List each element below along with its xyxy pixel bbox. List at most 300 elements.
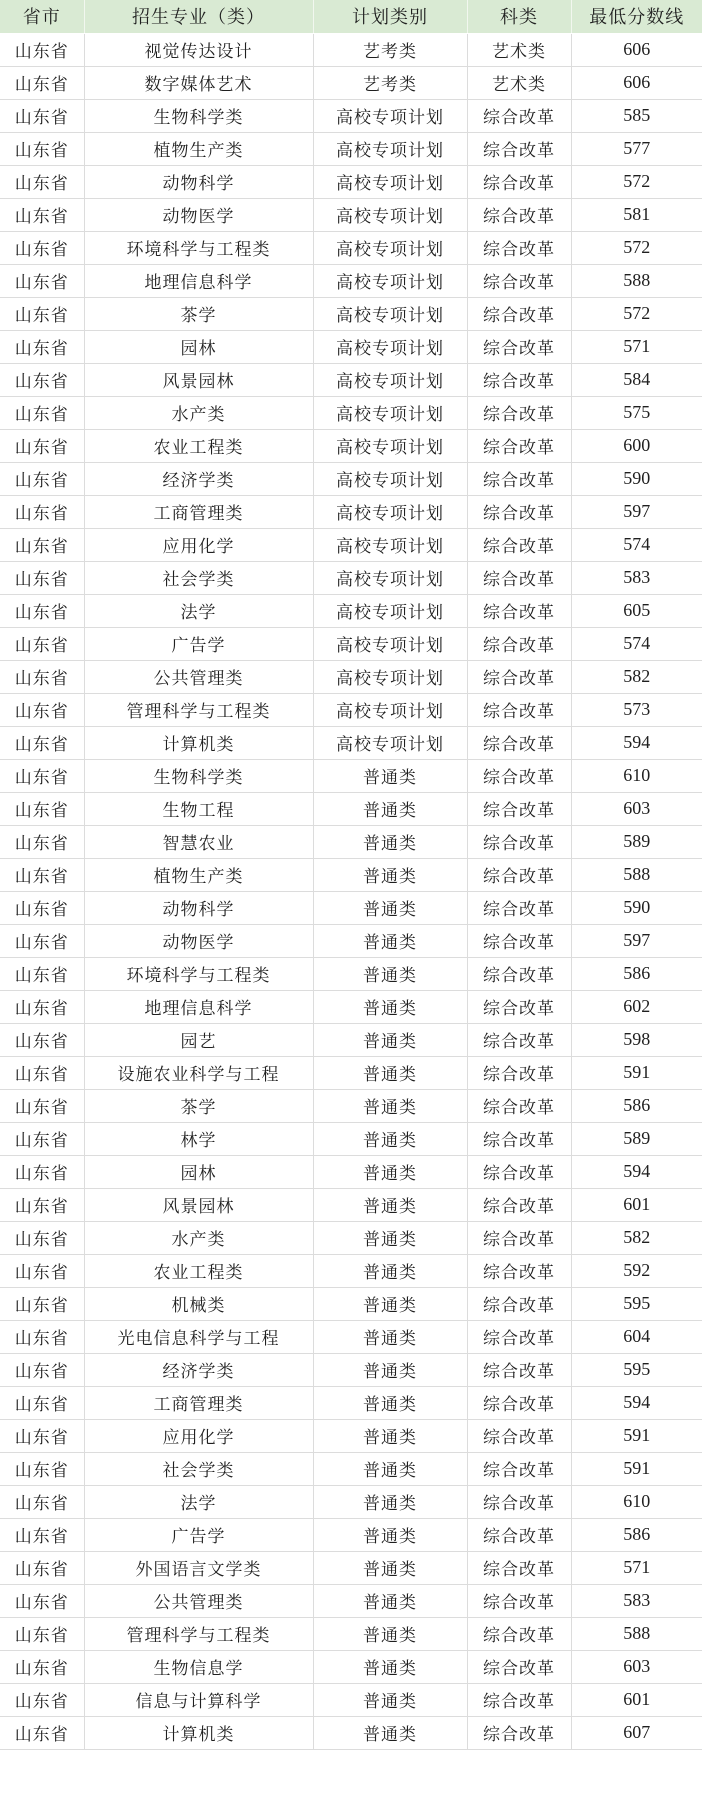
cell-subject-type: 综合改革	[467, 561, 571, 594]
cell-plan-type: 普通类	[313, 1023, 467, 1056]
cell-major: 公共管理类	[84, 1584, 313, 1617]
table-row	[0, 957, 702, 990]
cell-plan-type: 高校专项计划	[313, 429, 467, 462]
cell-major: 公共管理类	[84, 660, 313, 693]
cell-major: 数字媒体艺术	[84, 66, 313, 99]
table-row	[0, 99, 702, 132]
table-row	[0, 825, 702, 858]
cell-major: 生物科学类	[84, 759, 313, 792]
cell-province: 山东省	[0, 297, 84, 330]
cell-province: 山东省	[0, 594, 84, 627]
cell-min-score: 575	[571, 396, 702, 429]
cell-min-score: 592	[571, 1254, 702, 1287]
cell-subject-type: 综合改革	[467, 330, 571, 363]
cell-min-score: 584	[571, 363, 702, 396]
cell-major: 动物医学	[84, 198, 313, 231]
cell-province: 山东省	[0, 1650, 84, 1683]
cell-subject-type: 综合改革	[467, 1188, 571, 1221]
cell-min-score: 605	[571, 594, 702, 627]
cell-province: 山东省	[0, 528, 84, 561]
cell-plan-type: 高校专项计划	[313, 363, 467, 396]
cell-subject-type: 综合改革	[467, 660, 571, 693]
cell-subject-type: 综合改革	[467, 1089, 571, 1122]
cell-min-score: 606	[571, 66, 702, 99]
cell-plan-type: 高校专项计划	[313, 627, 467, 660]
cell-min-score: 586	[571, 1518, 702, 1551]
cell-major: 动物科学	[84, 165, 313, 198]
cell-plan-type: 普通类	[313, 1320, 467, 1353]
cell-subject-type: 综合改革	[467, 1485, 571, 1518]
cell-province: 山东省	[0, 693, 84, 726]
cell-major: 智慧农业	[84, 825, 313, 858]
cell-major: 视觉传达设计	[84, 33, 313, 66]
cell-major: 园林	[84, 330, 313, 363]
cell-subject-type: 综合改革	[467, 1419, 571, 1452]
cell-plan-type: 普通类	[313, 1617, 467, 1650]
cell-major: 机械类	[84, 1287, 313, 1320]
cell-subject-type: 综合改革	[467, 759, 571, 792]
cell-major: 农业工程类	[84, 429, 313, 462]
table-row	[0, 495, 702, 528]
cell-subject-type: 综合改革	[467, 1683, 571, 1716]
cell-province: 山东省	[0, 198, 84, 231]
cell-province: 山东省	[0, 627, 84, 660]
table-row	[0, 1683, 702, 1716]
cell-major: 植物生产类	[84, 132, 313, 165]
cell-major: 风景园林	[84, 1188, 313, 1221]
cell-plan-type: 普通类	[313, 1089, 467, 1122]
cell-min-score: 577	[571, 132, 702, 165]
cell-subject-type: 综合改革	[467, 726, 571, 759]
cell-major: 设施农业科学与工程	[84, 1056, 313, 1089]
table-row	[0, 1254, 702, 1287]
cell-province: 山东省	[0, 990, 84, 1023]
cell-subject-type: 综合改革	[467, 891, 571, 924]
cell-subject-type: 综合改革	[467, 627, 571, 660]
cell-subject-type: 综合改革	[467, 1518, 571, 1551]
cell-min-score: 603	[571, 792, 702, 825]
cell-min-score: 589	[571, 825, 702, 858]
cell-subject-type: 综合改革	[467, 1716, 571, 1749]
cell-min-score: 590	[571, 462, 702, 495]
cell-province: 山东省	[0, 858, 84, 891]
cell-province: 山东省	[0, 1023, 84, 1056]
cell-subject-type: 综合改革	[467, 198, 571, 231]
cell-subject-type: 综合改革	[467, 1452, 571, 1485]
table-row	[0, 726, 702, 759]
col-header-min-score: 最低分数线	[571, 0, 702, 33]
cell-province: 山东省	[0, 1254, 84, 1287]
cell-min-score: 606	[571, 33, 702, 66]
cell-min-score: 610	[571, 1485, 702, 1518]
cell-subject-type: 综合改革	[467, 1551, 571, 1584]
cell-plan-type: 普通类	[313, 792, 467, 825]
cell-min-score: 573	[571, 693, 702, 726]
table-row	[0, 1584, 702, 1617]
cell-province: 山东省	[0, 924, 84, 957]
cell-major: 动物医学	[84, 924, 313, 957]
cell-province: 山东省	[0, 264, 84, 297]
cell-major: 社会学类	[84, 1452, 313, 1485]
cell-province: 山东省	[0, 957, 84, 990]
table-row	[0, 165, 702, 198]
cell-plan-type: 普通类	[313, 1386, 467, 1419]
table-row	[0, 1716, 702, 1749]
cell-province: 山东省	[0, 132, 84, 165]
cell-province: 山东省	[0, 495, 84, 528]
cell-plan-type: 普通类	[313, 1188, 467, 1221]
cell-min-score: 571	[571, 330, 702, 363]
cell-plan-type: 普通类	[313, 1518, 467, 1551]
cell-subject-type: 综合改革	[467, 297, 571, 330]
cell-min-score: 607	[571, 1716, 702, 1749]
cell-plan-type: 普通类	[313, 957, 467, 990]
cell-plan-type: 高校专项计划	[313, 297, 467, 330]
table-row	[0, 660, 702, 693]
cell-plan-type: 普通类	[313, 759, 467, 792]
cell-min-score: 595	[571, 1287, 702, 1320]
table-row	[0, 858, 702, 891]
cell-min-score: 597	[571, 495, 702, 528]
cell-major: 地理信息科学	[84, 264, 313, 297]
cell-min-score: 602	[571, 990, 702, 1023]
cell-plan-type: 普通类	[313, 1584, 467, 1617]
cell-province: 山东省	[0, 330, 84, 363]
cell-min-score: 598	[571, 1023, 702, 1056]
cell-province: 山东省	[0, 1485, 84, 1518]
cell-min-score: 586	[571, 1089, 702, 1122]
table-row	[0, 462, 702, 495]
cell-major: 水产类	[84, 1221, 313, 1254]
cell-province: 山东省	[0, 1551, 84, 1584]
cell-plan-type: 高校专项计划	[313, 726, 467, 759]
cell-subject-type: 综合改革	[467, 957, 571, 990]
cell-subject-type: 综合改革	[467, 858, 571, 891]
cell-province: 山东省	[0, 231, 84, 264]
cell-major: 管理科学与工程类	[84, 1617, 313, 1650]
cell-min-score: 583	[571, 561, 702, 594]
cell-plan-type: 普通类	[313, 1551, 467, 1584]
cell-plan-type: 普通类	[313, 990, 467, 1023]
cell-province: 山东省	[0, 1518, 84, 1551]
cell-province: 山东省	[0, 1221, 84, 1254]
cell-plan-type: 普通类	[313, 825, 467, 858]
cell-plan-type: 普通类	[313, 1056, 467, 1089]
cell-plan-type: 高校专项计划	[313, 330, 467, 363]
table-row	[0, 1287, 702, 1320]
cell-plan-type: 普通类	[313, 858, 467, 891]
cell-min-score: 610	[571, 759, 702, 792]
cell-subject-type: 综合改革	[467, 528, 571, 561]
table-row	[0, 891, 702, 924]
table-row	[0, 1056, 702, 1089]
col-header-province: 省市	[0, 0, 84, 33]
cell-min-score: 601	[571, 1683, 702, 1716]
cell-province: 山东省	[0, 396, 84, 429]
cell-plan-type: 高校专项计划	[313, 99, 467, 132]
cell-province: 山东省	[0, 1188, 84, 1221]
cell-plan-type: 普通类	[313, 1155, 467, 1188]
cell-province: 山东省	[0, 66, 84, 99]
cell-province: 山东省	[0, 1122, 84, 1155]
table-row	[0, 1089, 702, 1122]
cell-major: 风景园林	[84, 363, 313, 396]
cell-min-score: 594	[571, 726, 702, 759]
table-row	[0, 1452, 702, 1485]
cell-subject-type: 综合改革	[467, 1287, 571, 1320]
cell-subject-type: 综合改革	[467, 1353, 571, 1386]
cell-province: 山东省	[0, 792, 84, 825]
cell-major: 管理科学与工程类	[84, 693, 313, 726]
cell-min-score: 591	[571, 1452, 702, 1485]
cell-major: 光电信息科学与工程	[84, 1320, 313, 1353]
cell-plan-type: 普通类	[313, 1716, 467, 1749]
cell-min-score: 571	[571, 1551, 702, 1584]
cell-min-score: 586	[571, 957, 702, 990]
cell-plan-type: 高校专项计划	[313, 396, 467, 429]
cell-major: 茶学	[84, 1089, 313, 1122]
cell-min-score: 588	[571, 858, 702, 891]
table-row	[0, 297, 702, 330]
table-row	[0, 1320, 702, 1353]
cell-subject-type: 综合改革	[467, 132, 571, 165]
cell-major: 应用化学	[84, 528, 313, 561]
table-row	[0, 792, 702, 825]
cell-major: 地理信息科学	[84, 990, 313, 1023]
cell-major: 茶学	[84, 297, 313, 330]
table-row	[0, 1650, 702, 1683]
cell-plan-type: 普通类	[313, 1353, 467, 1386]
cell-province: 山东省	[0, 1683, 84, 1716]
cell-subject-type: 综合改革	[467, 1584, 571, 1617]
table-row	[0, 1221, 702, 1254]
cell-plan-type: 高校专项计划	[313, 198, 467, 231]
cell-major: 法学	[84, 594, 313, 627]
cell-major: 信息与计算科学	[84, 1683, 313, 1716]
cell-province: 山东省	[0, 99, 84, 132]
cell-plan-type: 高校专项计划	[313, 231, 467, 264]
cell-major: 应用化学	[84, 1419, 313, 1452]
table-row	[0, 198, 702, 231]
table-row	[0, 528, 702, 561]
cell-plan-type: 普通类	[313, 1254, 467, 1287]
table-row	[0, 330, 702, 363]
cell-min-score: 588	[571, 1617, 702, 1650]
cell-major: 园艺	[84, 1023, 313, 1056]
cell-subject-type: 综合改革	[467, 363, 571, 396]
table-row	[0, 429, 702, 462]
cell-plan-type: 高校专项计划	[313, 264, 467, 297]
cell-subject-type: 综合改革	[467, 990, 571, 1023]
cell-min-score: 588	[571, 264, 702, 297]
cell-min-score: 572	[571, 297, 702, 330]
table-row	[0, 990, 702, 1023]
cell-min-score: 582	[571, 1221, 702, 1254]
cell-min-score: 572	[571, 231, 702, 264]
cell-subject-type: 艺术类	[467, 33, 571, 66]
cell-min-score: 581	[571, 198, 702, 231]
table-row	[0, 693, 702, 726]
table-row	[0, 1188, 702, 1221]
cell-province: 山东省	[0, 1353, 84, 1386]
cell-major: 环境科学与工程类	[84, 957, 313, 990]
table-header	[0, 0, 702, 33]
table-row	[0, 1386, 702, 1419]
table-row	[0, 561, 702, 594]
cell-min-score: 574	[571, 627, 702, 660]
cell-province: 山东省	[0, 1056, 84, 1089]
cell-province: 山东省	[0, 1617, 84, 1650]
cell-subject-type: 综合改革	[467, 1254, 571, 1287]
cell-subject-type: 综合改革	[467, 396, 571, 429]
cell-province: 山东省	[0, 462, 84, 495]
cell-province: 山东省	[0, 825, 84, 858]
cell-subject-type: 综合改革	[467, 99, 571, 132]
cell-subject-type: 综合改革	[467, 165, 571, 198]
cell-province: 山东省	[0, 165, 84, 198]
col-header-plan-type: 计划类别	[313, 0, 467, 33]
cell-subject-type: 综合改革	[467, 1122, 571, 1155]
cell-min-score: 591	[571, 1056, 702, 1089]
cell-plan-type: 高校专项计划	[313, 462, 467, 495]
cell-province: 山东省	[0, 1419, 84, 1452]
cell-plan-type: 高校专项计划	[313, 660, 467, 693]
cell-major: 经济学类	[84, 462, 313, 495]
cell-min-score: 604	[571, 1320, 702, 1353]
cell-min-score: 590	[571, 891, 702, 924]
cell-major: 农业工程类	[84, 1254, 313, 1287]
table-row	[0, 1023, 702, 1056]
cell-plan-type: 普通类	[313, 1683, 467, 1716]
cell-province: 山东省	[0, 1452, 84, 1485]
cell-subject-type: 综合改革	[467, 429, 571, 462]
cell-plan-type: 普通类	[313, 1221, 467, 1254]
cell-province: 山东省	[0, 660, 84, 693]
cell-min-score: 574	[571, 528, 702, 561]
cell-subject-type: 综合改革	[467, 1023, 571, 1056]
cell-province: 山东省	[0, 33, 84, 66]
cell-province: 山东省	[0, 1716, 84, 1749]
cell-major: 经济学类	[84, 1353, 313, 1386]
cell-subject-type: 综合改革	[467, 462, 571, 495]
cell-min-score: 594	[571, 1155, 702, 1188]
cell-subject-type: 综合改革	[467, 1386, 571, 1419]
cell-subject-type: 综合改革	[467, 693, 571, 726]
table-row	[0, 1155, 702, 1188]
cell-min-score: 585	[571, 99, 702, 132]
cell-plan-type: 高校专项计划	[313, 132, 467, 165]
table-row	[0, 396, 702, 429]
col-header-major: 招生专业（类）	[84, 0, 313, 33]
table-row	[0, 66, 702, 99]
cell-province: 山东省	[0, 891, 84, 924]
table-row	[0, 1551, 702, 1584]
cell-major: 工商管理类	[84, 495, 313, 528]
table-row	[0, 627, 702, 660]
cell-province: 山东省	[0, 1386, 84, 1419]
cell-province: 山东省	[0, 759, 84, 792]
cell-subject-type: 综合改革	[467, 264, 571, 297]
cell-major: 动物科学	[84, 891, 313, 924]
cell-subject-type: 综合改革	[467, 1617, 571, 1650]
table-row	[0, 1485, 702, 1518]
cell-subject-type: 综合改革	[467, 1650, 571, 1683]
cell-subject-type: 综合改革	[467, 825, 571, 858]
table-row	[0, 924, 702, 957]
cell-min-score: 603	[571, 1650, 702, 1683]
cell-major: 广告学	[84, 627, 313, 660]
col-header-subject-type: 科类	[467, 0, 571, 33]
cell-subject-type: 综合改革	[467, 1155, 571, 1188]
cell-province: 山东省	[0, 1287, 84, 1320]
cell-min-score: 572	[571, 165, 702, 198]
cell-plan-type: 高校专项计划	[313, 594, 467, 627]
cell-major: 广告学	[84, 1518, 313, 1551]
cell-plan-type: 高校专项计划	[313, 561, 467, 594]
cell-subject-type: 综合改革	[467, 1221, 571, 1254]
cell-major: 计算机类	[84, 1716, 313, 1749]
cell-min-score: 589	[571, 1122, 702, 1155]
table-row	[0, 1419, 702, 1452]
cell-major: 计算机类	[84, 726, 313, 759]
cell-province: 山东省	[0, 429, 84, 462]
header-row	[0, 0, 702, 33]
table-row	[0, 594, 702, 627]
cell-major: 工商管理类	[84, 1386, 313, 1419]
table-row	[0, 132, 702, 165]
cell-province: 山东省	[0, 1584, 84, 1617]
table-row	[0, 1353, 702, 1386]
cell-min-score: 591	[571, 1419, 702, 1452]
cell-province: 山东省	[0, 561, 84, 594]
cell-subject-type: 综合改革	[467, 1320, 571, 1353]
table-row	[0, 1617, 702, 1650]
cell-province: 山东省	[0, 726, 84, 759]
cell-province: 山东省	[0, 1320, 84, 1353]
cell-major: 植物生产类	[84, 858, 313, 891]
table-row	[0, 363, 702, 396]
cell-subject-type: 综合改革	[467, 1056, 571, 1089]
cell-plan-type: 普通类	[313, 1122, 467, 1155]
cell-subject-type: 综合改革	[467, 594, 571, 627]
cell-plan-type: 艺考类	[313, 66, 467, 99]
cell-major: 环境科学与工程类	[84, 231, 313, 264]
cell-major: 林学	[84, 1122, 313, 1155]
cell-plan-type: 高校专项计划	[313, 165, 467, 198]
cell-min-score: 601	[571, 1188, 702, 1221]
cell-plan-type: 高校专项计划	[313, 528, 467, 561]
cell-plan-type: 普通类	[313, 1287, 467, 1320]
cell-min-score: 594	[571, 1386, 702, 1419]
cell-plan-type: 高校专项计划	[313, 495, 467, 528]
table-body	[0, 33, 702, 1749]
cell-plan-type: 普通类	[313, 1650, 467, 1683]
table-row	[0, 33, 702, 66]
cell-subject-type: 综合改革	[467, 495, 571, 528]
cell-major: 法学	[84, 1485, 313, 1518]
table-row	[0, 1518, 702, 1551]
table-row	[0, 264, 702, 297]
cell-plan-type: 普通类	[313, 924, 467, 957]
cell-province: 山东省	[0, 1155, 84, 1188]
cell-min-score: 582	[571, 660, 702, 693]
cell-min-score: 583	[571, 1584, 702, 1617]
cell-major: 社会学类	[84, 561, 313, 594]
cell-subject-type: 综合改革	[467, 792, 571, 825]
table-row	[0, 759, 702, 792]
cell-province: 山东省	[0, 363, 84, 396]
cell-plan-type: 普通类	[313, 1485, 467, 1518]
